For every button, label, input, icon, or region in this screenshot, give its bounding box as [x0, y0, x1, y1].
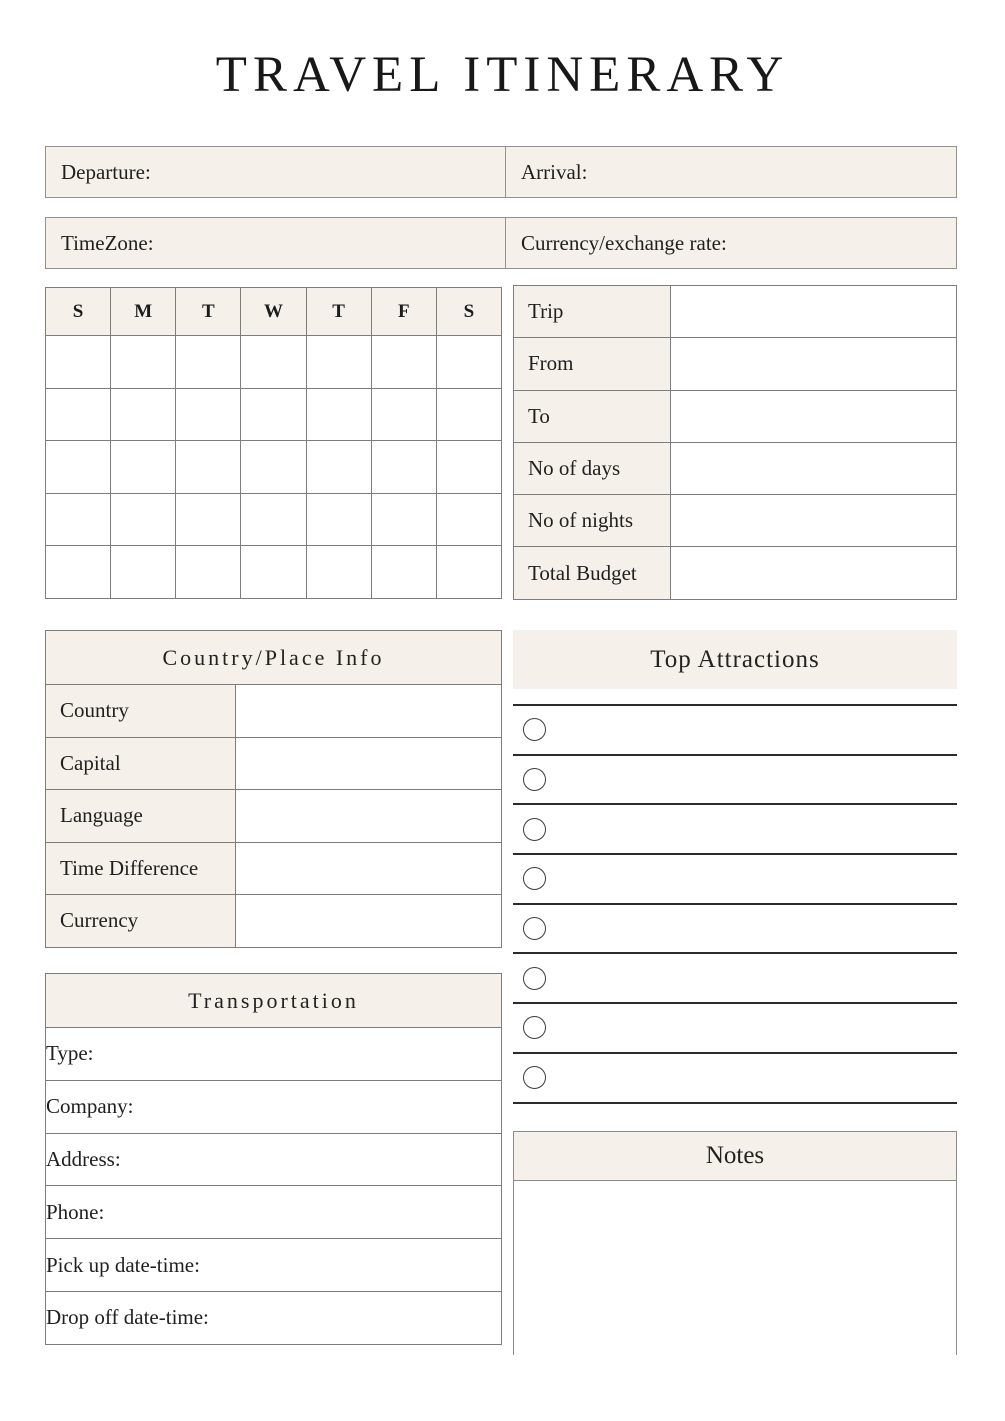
attraction-row[interactable] [513, 954, 957, 1004]
departure-label: Departure: [61, 159, 151, 184]
total-budget-row-value[interactable] [671, 547, 957, 599]
calendar-cell[interactable] [306, 388, 371, 441]
transport-dropoff-row[interactable]: Drop off date-time: [46, 1291, 502, 1344]
capital-row-value[interactable] [236, 737, 502, 790]
language-row-label: Language [46, 790, 236, 843]
transportation-title: Transportation [188, 987, 359, 1013]
table-row [46, 685, 502, 738]
calendar-cell[interactable] [241, 441, 306, 494]
table-row [46, 1133, 502, 1186]
table-row [46, 1186, 502, 1239]
notes-title: Notes [705, 1142, 765, 1169]
calendar-cell[interactable] [436, 493, 501, 546]
attraction-bullet-circle-icon[interactable] [523, 718, 546, 741]
transportation-header [45, 973, 502, 1028]
currency-exchange-label: Currency/exchange rate: [521, 230, 727, 255]
calendar-cell[interactable] [111, 546, 176, 599]
attraction-row[interactable] [513, 855, 957, 905]
table-row [514, 547, 957, 599]
table-row [46, 790, 502, 843]
notes-header [514, 1132, 956, 1181]
calendar-day-header-mon: M [111, 288, 176, 336]
transport-phone-row[interactable]: Phone: [46, 1186, 502, 1239]
time-difference-row-value[interactable] [236, 842, 502, 895]
country-info-title: Country/Place Info [162, 644, 385, 670]
timezone-currency-row [45, 217, 957, 269]
trip-row-value[interactable] [671, 286, 957, 338]
attraction-bullet-circle-icon[interactable] [523, 867, 546, 890]
calendar-cell[interactable] [371, 336, 436, 389]
no-of-days-row-value[interactable] [671, 442, 957, 494]
calendar-cell[interactable] [371, 546, 436, 599]
calendar-week-row [46, 388, 502, 441]
attraction-row[interactable] [513, 756, 957, 806]
calendar-cell[interactable] [241, 546, 306, 599]
table-row [46, 1291, 502, 1344]
capital-row-label: Capital [46, 737, 236, 790]
attraction-row[interactable] [513, 805, 957, 855]
currency-row-label: Currency [46, 895, 236, 948]
country-info-table [45, 684, 502, 948]
transport-address-row[interactable]: Address: [46, 1133, 502, 1186]
calendar-cell[interactable] [176, 336, 241, 389]
country-row-label: Country [46, 685, 236, 738]
calendar-cell[interactable] [46, 546, 111, 599]
calendar-cell[interactable] [46, 441, 111, 494]
calendar-cell[interactable] [176, 441, 241, 494]
calendar-cell[interactable] [306, 546, 371, 599]
table-row [514, 390, 957, 442]
table-row [514, 442, 957, 494]
calendar-cell[interactable] [371, 388, 436, 441]
calendar-cell[interactable] [111, 336, 176, 389]
departure-field[interactable] [46, 147, 506, 197]
calendar-cell[interactable] [371, 441, 436, 494]
language-row-value[interactable] [236, 790, 502, 843]
table-row [514, 338, 957, 390]
calendar-cell[interactable] [436, 388, 501, 441]
table-row [46, 1239, 502, 1292]
calendar-cell[interactable] [111, 441, 176, 494]
currency-exchange-field[interactable] [506, 218, 956, 268]
timezone-field[interactable] [46, 218, 506, 268]
calendar-week-row [46, 546, 502, 599]
table-row [514, 286, 957, 338]
notes-section [513, 1131, 957, 1355]
calendar-cell[interactable] [371, 493, 436, 546]
calendar-cell[interactable] [111, 493, 176, 546]
attraction-bullet-circle-icon[interactable] [523, 1066, 546, 1089]
attraction-bullet-circle-icon[interactable] [523, 768, 546, 791]
to-row-label: To [514, 390, 671, 442]
table-row [514, 495, 957, 547]
departure-arrival-row [45, 146, 957, 198]
calendar-cell[interactable] [306, 336, 371, 389]
timezone-label: TimeZone: [61, 230, 154, 255]
no-of-nights-row-value[interactable] [671, 495, 957, 547]
to-row-value[interactable] [671, 390, 957, 442]
country-info-header [45, 630, 502, 685]
trip-summary-table [513, 285, 957, 600]
calendar-day-header-wed: W [241, 288, 306, 336]
notes-body[interactable] [514, 1181, 956, 1355]
top-attractions-list [513, 704, 957, 1104]
calendar-day-header-fri: F [371, 288, 436, 336]
calendar-header-row [46, 288, 502, 336]
calendar-cell[interactable] [306, 441, 371, 494]
calendar-day-header-sun: S [46, 288, 111, 336]
calendar-day-header-tue: T [176, 288, 241, 336]
transport-company-row[interactable]: Company: [46, 1080, 502, 1133]
page-title: TRAVEL ITINERARY [215, 47, 790, 103]
no-of-nights-row-label: No of nights [514, 495, 671, 547]
calendar-cell[interactable] [436, 336, 501, 389]
table-row [46, 737, 502, 790]
total-budget-row-label: Total Budget [514, 547, 671, 599]
table-row [46, 1028, 502, 1081]
attraction-row[interactable] [513, 706, 957, 756]
calendar-cell[interactable] [46, 493, 111, 546]
attraction-row[interactable] [513, 1004, 957, 1054]
calendar-cell[interactable] [306, 493, 371, 546]
calendar-cell[interactable] [46, 336, 111, 389]
calendar-cell[interactable] [241, 388, 306, 441]
calendar-day-header-thu: T [306, 288, 371, 336]
calendar-cell[interactable] [436, 546, 501, 599]
calendar-cell[interactable] [176, 546, 241, 599]
country-row-value[interactable] [236, 685, 502, 738]
calendar-cell[interactable] [46, 388, 111, 441]
calendar-day-header-sat: S [436, 288, 501, 336]
table-row [46, 1080, 502, 1133]
time-difference-row-label: Time Difference [46, 842, 236, 895]
attraction-row[interactable] [513, 1054, 957, 1104]
calendar-cell[interactable] [111, 388, 176, 441]
calendar-cell[interactable] [241, 493, 306, 546]
transportation-table [45, 1027, 502, 1345]
calendar-week-row [46, 493, 502, 546]
top-attractions-title: Top Attractions [650, 645, 820, 673]
no-of-days-row-label: No of days [514, 442, 671, 494]
calendar-cell[interactable] [436, 441, 501, 494]
table-row [46, 842, 502, 895]
arrival-label: Arrival: [521, 159, 588, 184]
calendar-cell[interactable] [176, 388, 241, 441]
calendar-week-row [46, 441, 502, 494]
table-row [46, 895, 502, 948]
currency-row-value[interactable] [236, 895, 502, 948]
arrival-field[interactable] [506, 147, 956, 197]
attraction-bullet-circle-icon[interactable] [523, 917, 546, 940]
attraction-row[interactable] [513, 905, 957, 955]
calendar-cell[interactable] [241, 336, 306, 389]
top-attractions-header [513, 630, 957, 689]
calendar-table [45, 287, 502, 599]
attraction-bullet-circle-icon[interactable] [523, 818, 546, 841]
trip-row-label: Trip [514, 286, 671, 338]
attraction-bullet-circle-icon[interactable] [523, 1016, 546, 1039]
calendar-cell[interactable] [176, 493, 241, 546]
calendar-week-row [46, 336, 502, 389]
attraction-bullet-circle-icon[interactable] [523, 967, 546, 990]
transport-type-row[interactable]: Type: [46, 1028, 502, 1081]
from-row-value[interactable] [671, 338, 957, 390]
from-row-label: From [514, 338, 671, 390]
transport-pickup-row[interactable]: Pick up date-time: [46, 1239, 502, 1292]
